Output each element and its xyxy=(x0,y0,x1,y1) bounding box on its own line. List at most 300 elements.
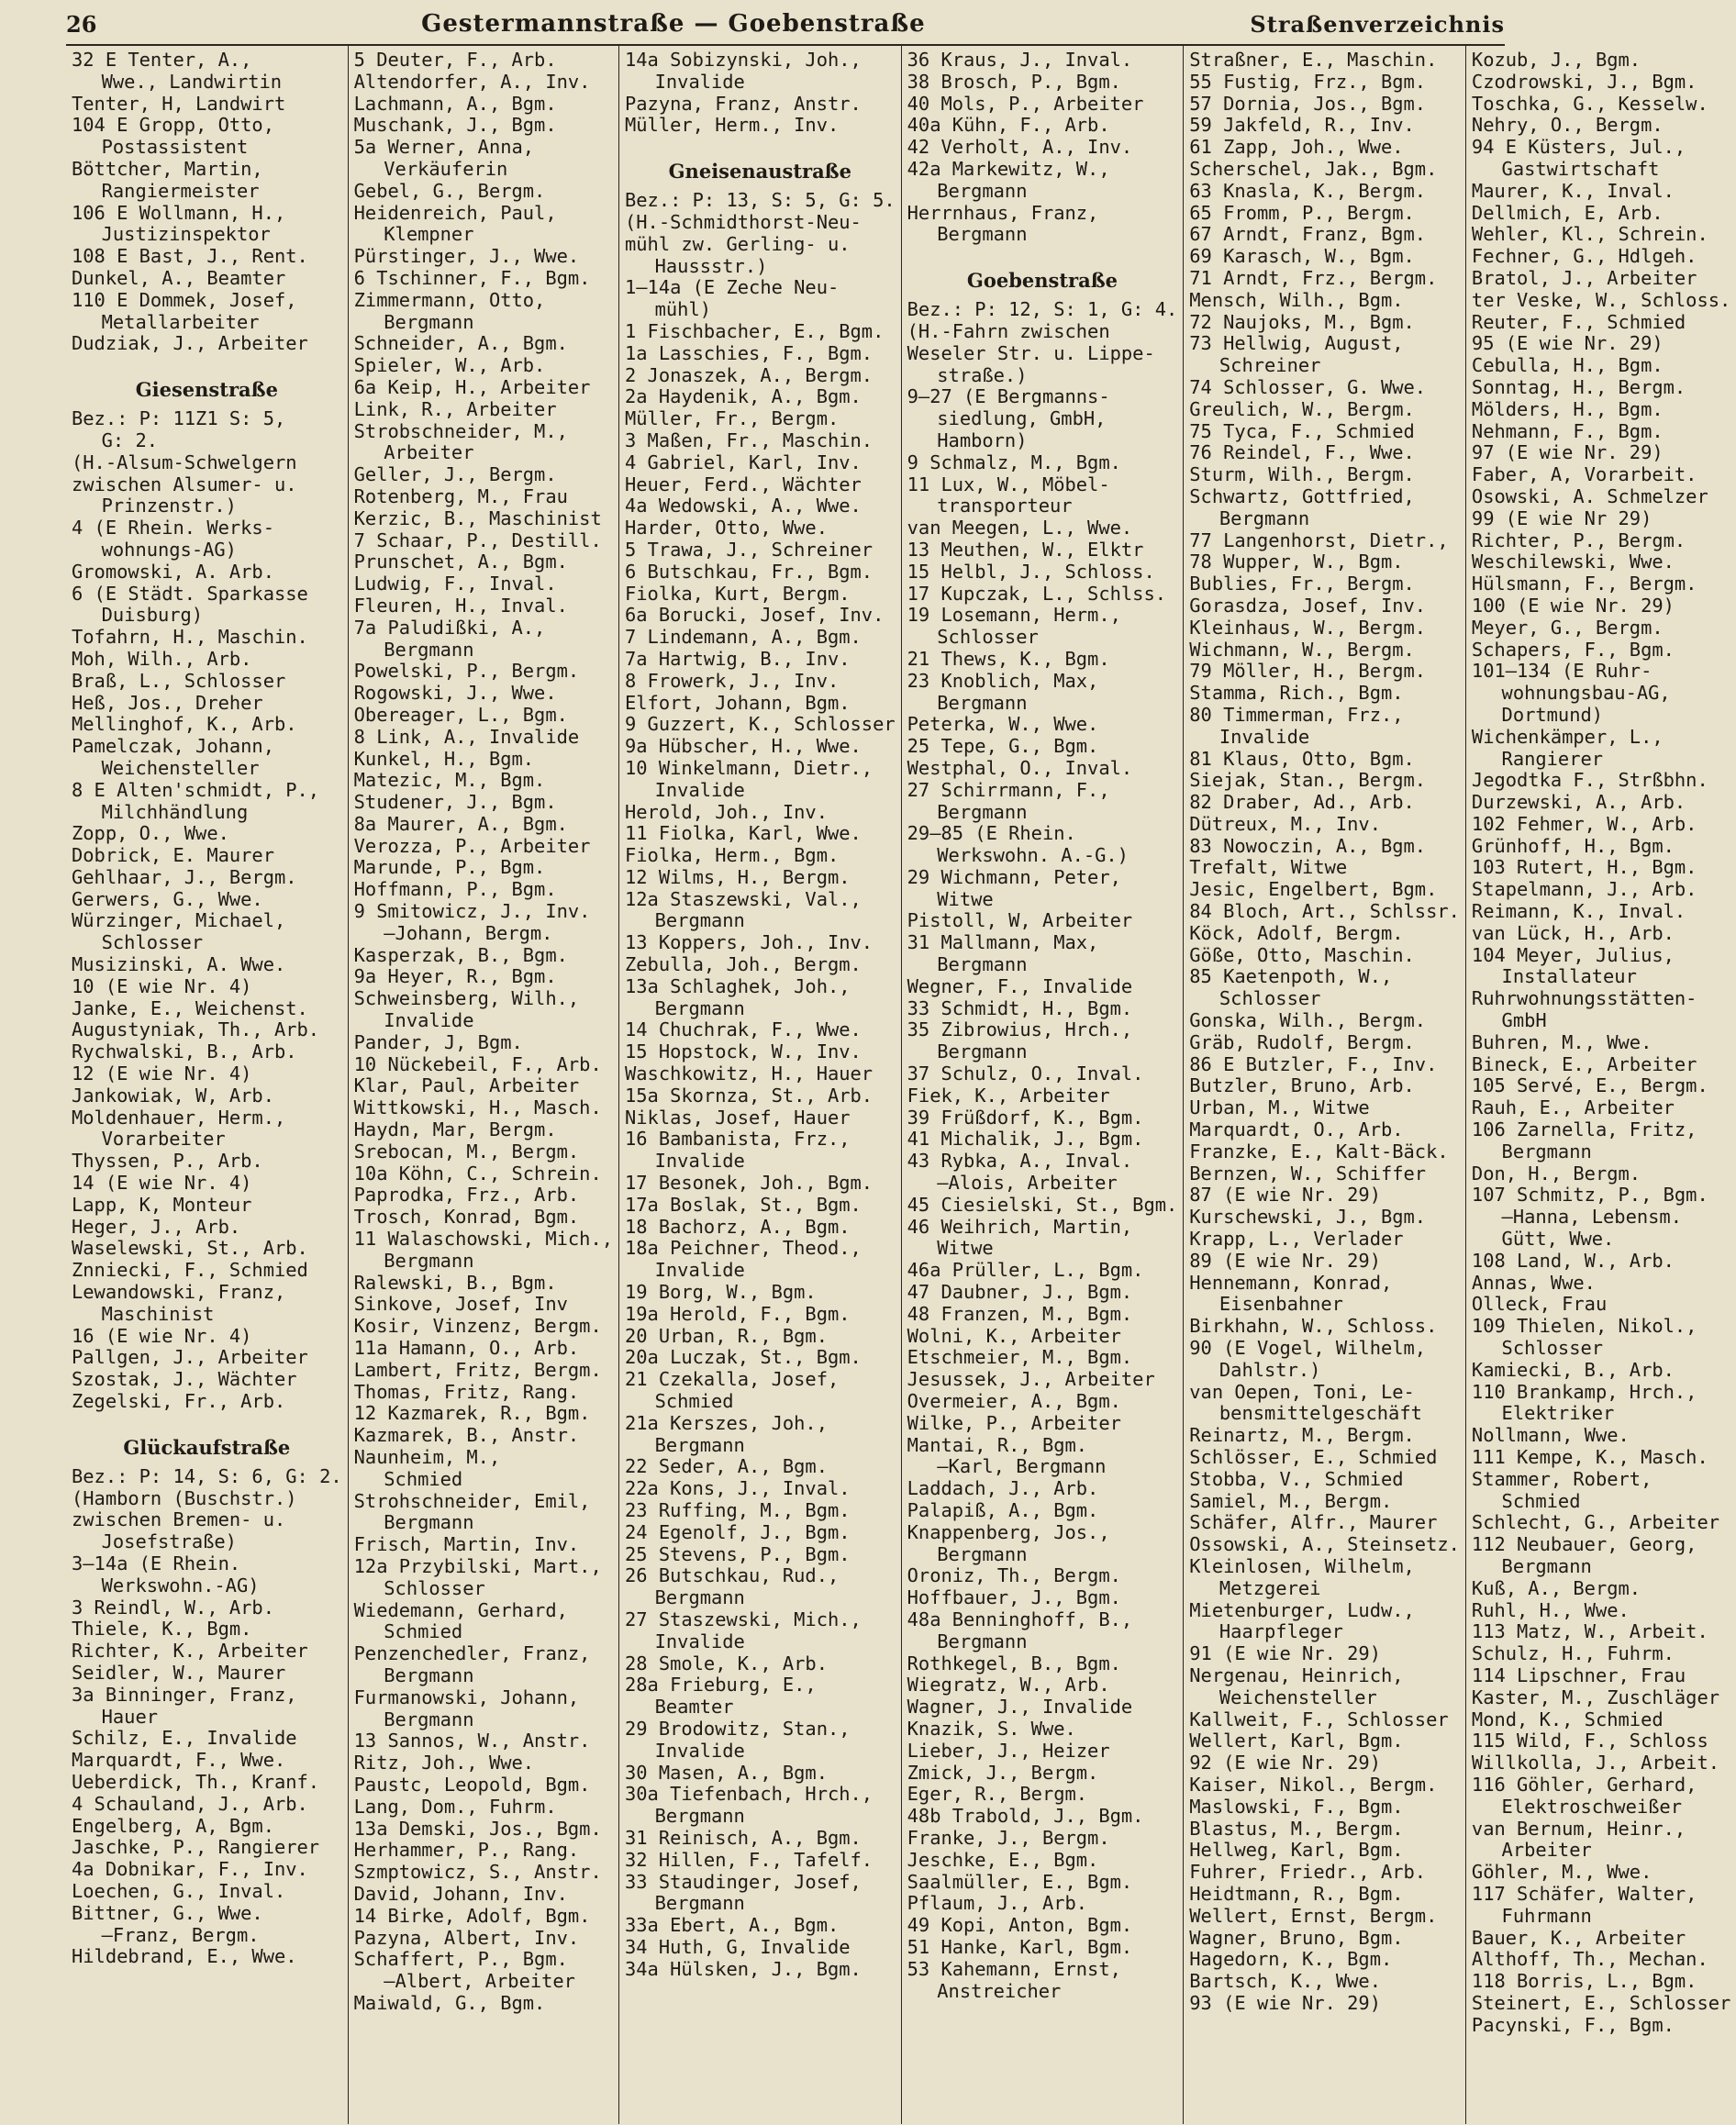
street-heading: Gneisenaustraße xyxy=(668,160,852,184)
directory-line: 83 Nowoczin, A., Bgm. xyxy=(1189,834,1427,857)
directory-line: Bartsch, K., Wwe. xyxy=(1189,1970,1381,1993)
directory-line: Schlösser, E., Schmied xyxy=(1189,1446,1438,1468)
directory-line: Greulich, W., Bergm. xyxy=(1189,397,1415,420)
column-1 xyxy=(66,46,349,2124)
directory-line: 20 Urban, R., Bgm. xyxy=(625,1324,828,1347)
directory-line: 37 Schulz, O., Inval. xyxy=(907,1062,1144,1085)
directory-line: Schwartz, Gottfried, xyxy=(1189,484,1415,507)
directory-line: 4a Dobnikar, F., Inv. xyxy=(72,1858,308,1881)
directory-line: Osowski, A. Schmelzer xyxy=(1471,484,1708,507)
directory-line: Prunschet, A., Bgm. xyxy=(353,551,568,573)
directory-line: Hennemann, Konrad, xyxy=(1189,1271,1393,1294)
directory-line: van Bernum, Heinr., xyxy=(1471,1817,1686,1840)
directory-line: 118 Borris, L., Bgm. xyxy=(1471,1970,1697,1993)
directory-line: 19 Borg, W., Bgm. xyxy=(625,1281,817,1304)
directory-line: 40a Kühn, F., Arb. xyxy=(907,114,1110,137)
directory-line: Mantai, R., Bgm. xyxy=(907,1433,1088,1456)
directory-line: Fuhrer, Friedr., Arb. xyxy=(1189,1861,1427,1884)
directory-line: Moh, Wilh., Arb. xyxy=(72,647,252,670)
directory-line: 105 Servé, E., Bergm. xyxy=(1471,1074,1708,1097)
directory-line: Olleck, Frau xyxy=(1471,1293,1608,1316)
directory-line: Weichensteller xyxy=(1219,1686,1377,1708)
directory-line: Lambert, Fritz, Bergm. xyxy=(353,1358,602,1381)
directory-line: Elfort, Johann, Bgm. xyxy=(625,691,851,714)
directory-line: Kosir, Vinzenz, Bergm. xyxy=(353,1315,602,1338)
directory-line: van Meegen, L., Wwe. xyxy=(907,517,1133,540)
directory-line: Schlecht, G., Arbeiter xyxy=(1471,1511,1719,1534)
directory-line: 61 Zapp, Joh., Wwe. xyxy=(1189,136,1404,159)
directory-line: Srebocan, M., Bergm. xyxy=(353,1140,580,1163)
directory-line: Kozub, J., Bgm. xyxy=(1471,49,1641,71)
directory-line: Kazmarek, B., Anstr. xyxy=(353,1424,580,1447)
directory-line: Don, H., Bergm. xyxy=(1471,1162,1641,1185)
directory-line: 30 Masen, A., Bgm. xyxy=(625,1761,828,1784)
directory-line: Göße, Otto, Maschin. xyxy=(1189,943,1415,966)
directory-line: 23 Knoblich, Max, xyxy=(907,669,1099,692)
directory-line: Müller, Herm., Inv. xyxy=(625,114,840,137)
directory-line: Etschmeier, M., Bgm. xyxy=(907,1346,1133,1369)
directory-line: 31 Mallmann, Max, xyxy=(907,931,1099,954)
directory-line: 17 Besonek, Joh., Bgm. xyxy=(625,1172,874,1195)
directory-line: 51 Hanke, Karl, Bgm. xyxy=(907,1935,1133,1958)
directory-line: Czodrowski, J., Bgm. xyxy=(1471,70,1697,93)
directory-line: Herrnhaus, Franz, xyxy=(907,201,1099,224)
directory-line: 33a Ebert, A., Bgm. xyxy=(625,1914,840,1937)
directory-line: Bergmann xyxy=(1219,506,1310,529)
directory-line: Jegodtka F., Strßbhn. xyxy=(1471,769,1708,792)
directory-line: GmbH xyxy=(1501,1009,1547,1032)
directory-line: Marunde, P., Bgm. xyxy=(353,856,546,879)
directory-line: 82 Draber, Ad., Arb. xyxy=(1189,791,1415,814)
page-header xyxy=(66,4,1505,46)
column-5 xyxy=(1184,46,1466,2124)
directory-line: Justizinspektor xyxy=(101,223,271,246)
directory-line: Arbeiter xyxy=(384,441,474,464)
directory-line: Anstreicher xyxy=(937,1979,1062,2002)
directory-line: Pazyna, Franz, Anstr. xyxy=(625,92,862,115)
directory-line: Furmanowski, Johann, xyxy=(353,1686,580,1708)
directory-line: 55 Fustig, Frz., Bgm. xyxy=(1189,70,1427,93)
directory-line: Rangierer xyxy=(1501,747,1604,770)
directory-line: Würzinger, Michael, xyxy=(72,909,286,932)
directory-line: Metallarbeiter xyxy=(101,310,260,333)
directory-line: 11 Walaschowski, Mich., xyxy=(353,1228,613,1251)
directory-line: Bergmann xyxy=(384,1249,474,1272)
directory-line: 27 Staszewski, Mich., xyxy=(625,1608,862,1630)
directory-line: Toschka, G., Kesselw. xyxy=(1471,92,1708,115)
directory-line: 4 (E Rhein. Werks- xyxy=(72,517,274,540)
street-heading: Glückaufstraße xyxy=(123,1435,291,1459)
directory-line: 13 Sannos, W., Anstr. xyxy=(353,1730,591,1752)
directory-line: Saalmüller, E., Bgm. xyxy=(907,1870,1133,1893)
directory-line: Rangiermeister xyxy=(101,179,260,202)
directory-line: Znniecki, F., Schmied xyxy=(72,1259,308,1282)
directory-line: Harder, Otto, Wwe. xyxy=(625,517,828,540)
directory-line: Augustyniak, Th., Arb. xyxy=(72,1018,320,1041)
directory-line: Ritz, Joh., Wwe. xyxy=(353,1752,535,1775)
directory-line: Thomas, Fritz, Rang. xyxy=(353,1380,580,1403)
directory-line: 7a Paludißki, A., xyxy=(353,616,546,639)
directory-line: Wehler, Kl., Schrein. xyxy=(1471,223,1708,246)
directory-line: 48 Franzen, M., Bgm. xyxy=(907,1302,1133,1325)
directory-line: 20a Luczak, St., Bgm. xyxy=(625,1346,862,1369)
directory-line: 92 (E wie Nr. 29) xyxy=(1189,1752,1381,1775)
directory-line: Ruhl, H., Wwe. xyxy=(1471,1598,1630,1621)
directory-line: Gehlhaar, J., Bergm. xyxy=(72,865,297,888)
directory-line: Bergmann xyxy=(654,996,745,1019)
directory-line: 43 Rybka, A., Inval. xyxy=(907,1150,1133,1173)
directory-line: Dudziak, J., Arbeiter xyxy=(72,332,308,355)
directory-line: Wellert, Karl, Bgm. xyxy=(1189,1730,1404,1752)
directory-line: Dortmund) xyxy=(1501,703,1604,726)
directory-line: Siejak, Stan., Bergm. xyxy=(1189,769,1427,792)
directory-line: 71 Arndt, Frz., Bergm. xyxy=(1189,266,1438,289)
column-3 xyxy=(619,46,902,2124)
directory-line: Maschinist xyxy=(101,1302,215,1325)
directory-line: Penzenchedler, Franz, xyxy=(353,1642,591,1665)
directory-line: Weschilewski, Wwe. xyxy=(1471,551,1675,573)
directory-line: Maslowski, F., Bgm. xyxy=(1189,1795,1404,1818)
directory-line: Schmied xyxy=(384,1467,463,1490)
directory-line: 14 Birke, Adolf, Bgm. xyxy=(353,1904,591,1927)
directory-line: Werkswohn. A.-G.) xyxy=(937,844,1129,867)
directory-line: 75 Tyca, F., Schmied xyxy=(1189,419,1415,442)
directory-line: Annas, Wwe. xyxy=(1471,1271,1596,1294)
directory-line: 3a Binninger, Franz, xyxy=(72,1683,297,1706)
directory-line: 2a Haydenik, A., Bgm. xyxy=(625,385,862,408)
directory-line: Zebulla, Joh., Bergm. xyxy=(625,953,862,976)
directory-line: Franzke, E., Kalt-Bäck. xyxy=(1189,1140,1449,1163)
street-heading: Goebenstraße xyxy=(966,269,1118,293)
directory-line: Mellinghof, K., Arb. xyxy=(72,713,297,736)
directory-line: Herhammer, P., Rang. xyxy=(353,1839,580,1862)
directory-line: Bittner, G., Wwe. xyxy=(72,1901,263,1924)
directory-line: 12 (E wie Nr. 4) xyxy=(72,1062,252,1085)
directory-line: Mölders, H., Bgm. xyxy=(1471,397,1664,420)
directory-line: 49 Kopi, Anton, Bgm. xyxy=(907,1914,1133,1937)
directory-line: Invalide xyxy=(654,1739,745,1762)
directory-line: straße.) xyxy=(937,363,1028,386)
directory-line: Urban, M., Witwe xyxy=(1189,1096,1370,1119)
directory-line: Knazik, S. Wwe. xyxy=(907,1717,1076,1740)
directory-line: 6 Tschinner, F., Bgm. xyxy=(353,266,591,289)
directory-line: 85 Kaetenpoth, W., xyxy=(1189,965,1393,988)
directory-line: Reuter, F., Schmied xyxy=(1471,310,1686,333)
directory-line: Pazyna, Albert, Inv. xyxy=(353,1926,580,1949)
directory-line: 12 Wilms, H., Bergm. xyxy=(625,865,851,888)
directory-line: Bergmann xyxy=(654,909,745,932)
directory-line: 110 Brankamp, Hrch., xyxy=(1471,1380,1697,1403)
directory-line: 33 Schmidt, H., Bgm. xyxy=(907,996,1133,1019)
directory-line: Weseler Str. u. Lippe- xyxy=(907,341,1155,364)
directory-line: (Hamborn (Buschstr.) xyxy=(72,1486,297,1509)
directory-line: Strohschneider, Emil, xyxy=(353,1489,591,1512)
directory-line: 110 E Dommek, Josef, xyxy=(72,288,297,311)
directory-line: Stammer, Robert, xyxy=(1471,1467,1653,1490)
directory-line: 6a Keip, H., Arbeiter xyxy=(353,375,591,398)
directory-line: 108 Land, W., Arb. xyxy=(1471,1249,1675,1272)
directory-line: 5 Deuter, F., Arb. xyxy=(353,49,557,71)
directory-line: Bergmann xyxy=(937,1542,1028,1565)
directory-line: 5a Werner, Anna, xyxy=(353,136,535,159)
directory-line: Gastwirtschaft xyxy=(1501,157,1660,180)
directory-line: 13a Demski, Jos., Bgm. xyxy=(353,1817,602,1840)
directory-line: 1a Lasschies, F., Bgm. xyxy=(625,341,874,364)
directory-line: Kunkel, H., Bgm. xyxy=(353,747,535,770)
directory-line: Samiel, M., Bergm. xyxy=(1189,1489,1393,1512)
directory-line: 113 Matz, W., Arbeit. xyxy=(1471,1620,1708,1643)
directory-line: 65 Fromm, P., Bergm. xyxy=(1189,201,1415,224)
directory-line: Heger, J., Arb. xyxy=(72,1215,241,1238)
directory-line: Elektriker xyxy=(1501,1402,1615,1425)
directory-line: 12 Kazmarek, R., Bgm. xyxy=(353,1402,591,1425)
directory-line: Ludwig, F., Inval. xyxy=(353,573,557,595)
directory-line: Haydn, Mar, Bergm. xyxy=(353,1118,557,1141)
directory-line: Kaiser, Nikol., Bergm. xyxy=(1189,1773,1438,1796)
directory-line: 42a Markewitz, W., xyxy=(907,157,1110,180)
directory-line: Invalide xyxy=(654,778,745,801)
directory-line: Laddach, J., Arb. xyxy=(907,1477,1099,1500)
directory-line: 25 Stevens, P., Bgm. xyxy=(625,1542,851,1565)
directory-line: Prinzenstr.) xyxy=(101,495,237,517)
directory-line: Schweinsberg, Wilh., xyxy=(353,987,580,1010)
directory-line: Heß, Jos., Dreher xyxy=(72,691,263,714)
directory-line: Bez.: P: 11Z1 S: 5, xyxy=(72,407,286,430)
directory-line: Schlosser xyxy=(1501,1337,1604,1360)
directory-line: Schreiner xyxy=(1219,354,1321,377)
directory-line: Bez.: P: 12, S: 1, G: 4. xyxy=(907,298,1178,321)
directory-line: Bublies, Fr., Bergm. xyxy=(1189,573,1415,595)
directory-line: Wegner, F., Invalide xyxy=(907,974,1133,997)
directory-line: Arbeiter xyxy=(1501,1839,1592,1862)
directory-line: 11 Fiolka, Karl, Wwe. xyxy=(625,822,862,845)
directory-line: 108 E Bast, J., Rent. xyxy=(72,245,308,268)
directory-line: Schulz, H., Fuhrm. xyxy=(1471,1642,1675,1665)
directory-line: Marquardt, O., Arb. xyxy=(1189,1118,1404,1141)
directory-line: Musizinski, A. Wwe. xyxy=(72,953,286,976)
directory-line: 7 Schaar, P., Destill. xyxy=(353,528,602,551)
directory-line: 9 Smitowicz, J., Inv. xyxy=(353,900,591,923)
directory-line: Dahlstr.) xyxy=(1219,1358,1321,1381)
directory-line: Wiedemann, Gerhard, xyxy=(353,1598,568,1621)
directory-line: 6 (E Städt. Sparkasse xyxy=(72,582,308,605)
directory-line: Bergmann xyxy=(937,800,1028,823)
directory-line: Invalide xyxy=(384,1009,474,1032)
directory-line: Werkswohn.-AG) xyxy=(101,1574,260,1597)
directory-line: Bez.: P: 13, S: 5, G: 5. xyxy=(625,189,896,212)
directory-line: Bez.: P: 14, S: 6, G: 2. xyxy=(72,1464,342,1487)
directory-line: Mond, K., Schmied xyxy=(1471,1708,1664,1730)
directory-line: 47 Daubner, J., Bgm. xyxy=(907,1281,1133,1304)
directory-line: Hoffmann, P., Bgm. xyxy=(353,878,557,901)
directory-line: 29 Brodowitz, Stan., xyxy=(625,1717,851,1740)
directory-line: 36 Kraus, J., Inval. xyxy=(907,49,1133,71)
directory-line: 8 E Alten'schmidt, P., xyxy=(72,778,320,801)
column-2 xyxy=(349,46,619,2124)
directory-line: Blastus, M., Bergm. xyxy=(1189,1817,1404,1840)
directory-line: (H.-Schmidthorst-Neu- xyxy=(625,210,862,233)
directory-line: Jesussek, J., Arbeiter xyxy=(907,1368,1155,1391)
directory-line: (H.-Alsum-Schwelgern xyxy=(72,451,297,473)
directory-line: 39 Früßdorf, K., Bgm. xyxy=(907,1106,1144,1129)
directory-line: Herold, Joh., Inv. xyxy=(625,800,828,823)
directory-line: 32 E Tenter, A., xyxy=(72,49,252,71)
directory-line: Ralewski, B., Bgm. xyxy=(353,1271,557,1294)
directory-line: Studener, J., Bgm. xyxy=(353,791,557,814)
directory-line: 19a Herold, F., Bgm. xyxy=(625,1302,851,1325)
directory-line: Witwe xyxy=(937,1237,994,1260)
directory-line: 5 Trawa, J., Schreiner xyxy=(625,538,874,561)
directory-line: Bergmann xyxy=(654,1586,745,1609)
directory-line: 103 Rutert, H., Bgm. xyxy=(1471,856,1697,879)
directory-line: Tofahrn, H., Maschin. xyxy=(72,626,308,649)
directory-line: Hülsmann, F., Bergm. xyxy=(1471,573,1697,595)
directory-line: —Karl, Bergmann xyxy=(937,1455,1107,1478)
directory-line: Althoff, Th., Mechan. xyxy=(1471,1948,1708,1971)
directory-line: 115 Wild, F., Schloss xyxy=(1471,1730,1708,1752)
directory-line: Wwe., Landwirtin xyxy=(101,70,283,93)
directory-line: Westphal, O., Inval. xyxy=(907,756,1133,779)
directory-line: 29 Wichmann, Peter, xyxy=(907,865,1121,888)
directory-line: 69 Karasch, W., Bgm. xyxy=(1189,245,1415,268)
directory-line: 38 Brosch, P., Bgm. xyxy=(907,70,1121,93)
directory-line: Frisch, Martin, Inv. xyxy=(353,1533,580,1556)
directory-line: Paprodka, Frz., Arb. xyxy=(353,1184,580,1207)
directory-line: Moldenhauer, Herm., xyxy=(72,1106,286,1129)
directory-line: 6a Borucki, Josef, Inv. xyxy=(625,604,885,627)
directory-line: 4 Schauland, J., Arb. xyxy=(72,1792,308,1815)
directory-line: —Hanna, Lebensm. xyxy=(1501,1206,1682,1229)
directory-line: Fechner, G., Hdlgeh. xyxy=(1471,245,1697,268)
directory-line: Thiele, K., Bgm. xyxy=(72,1618,252,1641)
directory-line: 22 Seder, A., Bgm. xyxy=(625,1455,828,1478)
column-4 xyxy=(902,46,1185,2124)
directory-line: Wagner, J., Invalide xyxy=(907,1696,1133,1719)
directory-line: 4 Gabriel, Karl, Inv. xyxy=(625,451,862,473)
directory-line: Schmied xyxy=(384,1620,463,1643)
directory-line: Trefalt, Witwe xyxy=(1189,856,1348,879)
directory-line: 73 Hellwig, August, xyxy=(1189,332,1404,355)
directory-line: Jankowiak, W, Arb. xyxy=(72,1084,274,1107)
directory-line: Altendorfer, A., Inv. xyxy=(353,70,591,93)
directory-line: Haarpfleger xyxy=(1219,1620,1343,1643)
directory-line: 2 Jonaszek, A., Bergm. xyxy=(625,363,874,386)
directory-line: Bergmann xyxy=(1501,1140,1592,1163)
directory-line: Bergmann xyxy=(384,310,474,333)
directory-line: Rogowski, J., Wwe. xyxy=(353,682,557,705)
directory-line: Hagedorn, K., Bgm. xyxy=(1189,1948,1393,1971)
directory-line: 42 Verholt, A., Inv. xyxy=(907,136,1133,159)
directory-line: 14 (E wie Nr. 4) xyxy=(72,1172,252,1195)
directory-line: 53 Kahemann, Ernst, xyxy=(907,1957,1121,1980)
directory-line: Kerzic, B., Maschinist xyxy=(353,506,602,529)
directory-line: Wichmann, W., Bergm. xyxy=(1189,638,1415,661)
directory-line: Duisburg) xyxy=(101,604,204,627)
directory-line: Spieler, W., Arb. xyxy=(353,354,546,377)
directory-line: Nergenau, Heinrich, xyxy=(1189,1663,1404,1686)
directory-line: Bergmann xyxy=(384,638,474,661)
directory-line: Mensch, Wilh., Bgm. xyxy=(1189,288,1404,311)
directory-line: 104 E Gropp, Otto, xyxy=(72,114,274,137)
directory-line: Meyer, G., Bergm. xyxy=(1471,616,1664,639)
directory-line: 4a Wedowski, A., Wwe. xyxy=(625,495,862,517)
directory-line: 21 Thews, K., Bgm. xyxy=(907,647,1110,670)
directory-line: Kurschewski, J., Bgm. xyxy=(1189,1206,1427,1229)
directory-line: Milchhändlung xyxy=(101,800,249,823)
directory-line: Jesic, Engelbert, Bgm. xyxy=(1189,878,1438,901)
directory-line: Schneider, A., Bgm. xyxy=(353,332,568,355)
directory-line: Klar, Paul, Arbeiter xyxy=(353,1074,580,1097)
directory-line: Lewandowski, Franz, xyxy=(72,1281,286,1304)
directory-line: 16 Bambanista, Frz., xyxy=(625,1128,851,1151)
directory-line: Kamiecki, B., Arb. xyxy=(1471,1358,1675,1381)
directory-line: 9a Heyer, R., Bgm. xyxy=(353,965,557,988)
directory-line: 13 Meuthen, W., Elktr xyxy=(907,538,1144,561)
directory-line: Waschkowitz, H., Hauer xyxy=(625,1062,874,1085)
directory-line: Beamter xyxy=(654,1696,734,1719)
directory-line: Reinartz, M., Bergm. xyxy=(1189,1424,1415,1447)
directory-line: 95 (E wie Nr. 29) xyxy=(1471,332,1664,355)
directory-line: Paustc, Leopold, Bgm. xyxy=(353,1773,591,1796)
directory-line: Schmied xyxy=(654,1390,734,1413)
columns xyxy=(66,46,1731,2124)
directory-line: 11 Lux, W., Möbel- xyxy=(907,473,1110,495)
directory-line: wohnungs-AG) xyxy=(101,538,237,561)
directory-line: 11a Hamann, O., Arb. xyxy=(353,1337,580,1360)
directory-line: Rychwalski, B., Arb. xyxy=(72,1040,297,1063)
directory-line: 104 Meyer, Julius, xyxy=(1471,943,1675,966)
directory-line: Steinert, E., Schlosser xyxy=(1471,1991,1731,2014)
directory-line: Hellweg, Karl, Bgm. xyxy=(1189,1839,1404,1862)
directory-line: —Albert, Arbeiter xyxy=(384,1970,575,1993)
directory-line: Grünhoff, H., Bgm. xyxy=(1471,834,1675,857)
directory-line: Weichensteller xyxy=(101,756,260,779)
directory-line: 35 Zibrowius, Hrch., xyxy=(907,1018,1133,1041)
directory-line: 6 Butschkau, Fr., Bgm. xyxy=(625,560,874,583)
directory-line: 40 Mols, P., Arbeiter xyxy=(907,92,1144,115)
directory-line: 12a Przybilski, Mart., xyxy=(353,1554,602,1577)
directory-line: Dobrick, E. Maurer xyxy=(72,844,274,867)
directory-line: Gütt, Wwe. xyxy=(1501,1228,1615,1251)
directory-line: 1 Fischbacher, E., Bgm. xyxy=(625,319,885,342)
directory-line: 101—134 (E Ruhr- xyxy=(1471,660,1653,683)
directory-line: Müller, Fr., Bergm. xyxy=(625,407,840,430)
directory-line: Loechen, G., Inval. xyxy=(72,1879,286,1902)
directory-line: 86 E Butzler, F., Inv. xyxy=(1189,1052,1438,1075)
directory-line: Fiolka, Herm., Bgm. xyxy=(625,844,840,867)
directory-line: Verozza, P., Arbeiter xyxy=(353,834,591,857)
directory-line: 10 Winkelmann, Dietr., xyxy=(625,756,874,779)
directory-line: Stamma, Rich., Bgm. xyxy=(1189,682,1404,705)
directory-line: 77 Langenhorst, Dietr., xyxy=(1189,528,1449,551)
directory-line: 76 Reindel, F., Wwe. xyxy=(1189,441,1415,464)
directory-line: Birkhahn, W., Schloss. xyxy=(1189,1315,1438,1338)
directory-line: Thyssen, P., Arb. xyxy=(72,1150,263,1173)
directory-line: 45 Ciesielski, St., Bgm. xyxy=(907,1193,1178,1216)
directory-line: 109 Thielen, Nikol., xyxy=(1471,1315,1697,1338)
directory-line: Buhren, M., Wwe. xyxy=(1471,1030,1653,1053)
directory-line: 10 (E wie Nr. 4) xyxy=(72,974,252,997)
directory-line: Rotenberg, M., Frau xyxy=(353,484,568,507)
directory-line: Rothkegel, B., Bgm. xyxy=(907,1652,1121,1674)
directory-line: Waselewski, St., Arb. xyxy=(72,1237,308,1260)
directory-line: 28 Smole, K., Arb. xyxy=(625,1652,828,1674)
directory-line: 67 Arndt, Franz, Bgm. xyxy=(1189,223,1427,246)
directory-line: 81 Klaus, Otto, Bgm. xyxy=(1189,747,1415,770)
directory-line: Oroniz, Th., Bergm. xyxy=(907,1564,1121,1587)
page-title: Gestermannstraße — Goebenstraße xyxy=(421,10,926,38)
directory-line: Hauer xyxy=(101,1705,159,1728)
